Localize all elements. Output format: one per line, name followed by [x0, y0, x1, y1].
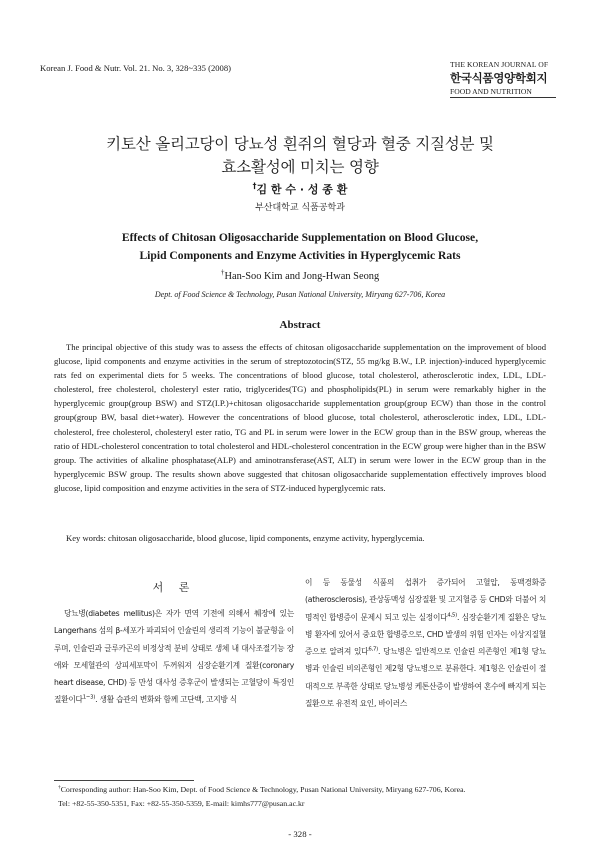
journal-name-en-top: THE KOREAN JOURNAL OF	[450, 60, 549, 69]
korean-author-names: 김 한 수 · 성 종 환	[256, 183, 348, 196]
abstract-heading: Abstract	[279, 319, 321, 331]
corresponding-mark-en: †	[220, 268, 225, 277]
korean-authors	[0, 181, 600, 197]
journal-name-ko: 한국식품영양학회지	[450, 71, 548, 85]
footnote-line2: Tel: +82-55-350-5351, Fax: +82-55-350-5359, E-mail: kimhs777@pusan.ac.kr	[58, 799, 305, 808]
citation-ref: 6,7)	[368, 646, 378, 653]
abstract-text: The principal objective of this study was to assess the effects of chitosan oligosaccharide supplementation on the improvement of blood glucose, lipid components and enzyme activities in the serum of streptozotocin(STZ, 55 mg/kg B.W., I.P. injection)-induced hyperglycemic rats fed on experimental diets for 5 weeks. The concentrations of blood glucose, total cholesterol, atherosclerotic index, LDL, LDL-cholesterol, free cholesterol, cholesteryl ester ratio, triglycerides(TG) and phospholipids(PL) in serum were remarkably higher in the hyperglycemic group(group BSW) and STZ(I.P.)+chitosan oligosaccharide supplementation group(group ECW) than those in the control group(group BW, basal diet+water). However the concentrations of blood glucose, total cholesterol, atherosclerotic index, LDL, LDL-cholesterol, free cholesterol, cholesteryl ester ratio, TG and PL in serum were lower in the ECW group than in the BSW group, whereas the ratio of HDL-cholesterol concentration to total cholesterol and HDL-cholesterol concentration in the ECW group were higher than in the BSW group. The activities of alkaline phosphatase(ALP) and aminotransferase(AST, ALT) in serum were lower in the ECW group than in the hyperglycemic BSW group. The results shown above suggested that chitosan oligosaccharide supplementation effectively improves blood glucose, lipid composition and enzyme activities in the sera of STZ-induced hyperglycemic rats.	[54, 342, 546, 493]
corresponding-mark: †	[252, 181, 257, 191]
english-title-line2: Lipid Components and Enzyme Activities in Hyperglycemic Rats	[139, 249, 461, 262]
intro-right-text-a: 이 등 동물성 식품의 섭취가 증가되어 고혈압, 동맥경화증(atherosclerosis), 관상동맥성 심장질환 및 고지혈증 등 CHD와 더불어 치명적인 합병증이 문제시 되고 있는 실정이다	[305, 578, 546, 622]
page-number: - 328 -	[288, 829, 312, 839]
journal-rule	[450, 97, 556, 98]
citation-ref: 4,5)	[447, 612, 457, 619]
intro-right-text-c: . 당뇨병은 일반적으로 인슐린 의존형인 제1형 당뇨병과 인슐린 비의존형인 제2형 당뇨병으로 분류한다. 제1형은 인슐린이 절대적으로 부족한 상태로 당뇨병성 케톤산증이 발생하여 혼수에 빠지게 되는 질환으로 유전적 요인, 바이러스	[305, 647, 547, 709]
english-affiliation: Dept. of Food Science & Technology, Pusan National University, Miryang 627-706, Korea	[154, 290, 446, 299]
intro-left-text-a: 당뇨병(diabetes mellitus)은 자가 면역 기전에 의해서 췌장에 있는 Langerhans 섬의 β-세포가 파괴되어 인슐린의 생리적 기능이 불균형을 이루며, 인슐린과 글루카곤의 비정상적 분비 상태로 생체 내 대사조절기능 장애와 모세혈관의 상피세포막이 두꺼워져 심장순환기계 질환(coronary heart disease, CHD) 등 만성 대사성 증후군이 발생되는 고혈당이 특징인 질환이다	[54, 609, 294, 705]
intro-left-column	[54, 605, 294, 709]
korean-title-line2: 효소활성에 미치는 영향	[221, 158, 379, 176]
footnote-line1	[58, 783, 548, 797]
korean-title	[0, 133, 600, 179]
journal-citation: Korean J. Food & Nutr. Vol. 21. No. 3, 328~335 (2008)	[40, 63, 232, 73]
footnote-mark: †	[58, 784, 61, 791]
korean-affiliation: 부산대학교 식품공학과	[255, 203, 345, 213]
keywords: Key words: chitosan oligosaccharide, blood glucose, lipid components, enzyme activity, hyperglycemia.	[66, 533, 425, 543]
english-author-names: Han-Soo Kim and Jong-Hwan Seong	[224, 271, 380, 282]
intro-left-text-b: . 생활 습관의 변화와 함께 고단백, 고지방 식	[95, 695, 237, 705]
intro-right-column	[305, 574, 546, 712]
korean-title-line1: 키토산 올리고당이 당뇨성 흰쥐의 혈당과 혈중 지질성분 및	[106, 135, 494, 153]
citation-ref: 1~3)	[82, 694, 96, 701]
journal-name-en-bottom: FOOD AND NUTRITION	[450, 87, 532, 96]
english-title	[0, 229, 600, 265]
intro-right-text-b: . 심장순환기계 질환은 당뇨병 환자에 있어서 중요한 합병증으로, CHD 발생의 위험 인자는 이상지질혈증으로 알려져 있다	[305, 612, 547, 657]
english-title-line1: Effects of Chitosan Oligosaccharide Supplementation on Blood Glucose,	[121, 231, 479, 244]
corresponding-author-footnote	[58, 783, 548, 811]
english-authors	[0, 268, 600, 282]
footnote-author: Corresponding author: Han-Soo Kim, Dept. of Food Science & Technology, Pusan National University, Miryang 627-706, Korea.	[60, 785, 466, 794]
journal-logo	[450, 60, 562, 98]
section-title-introduction: 서 론	[152, 581, 196, 594]
footnote-divider	[54, 780, 194, 781]
